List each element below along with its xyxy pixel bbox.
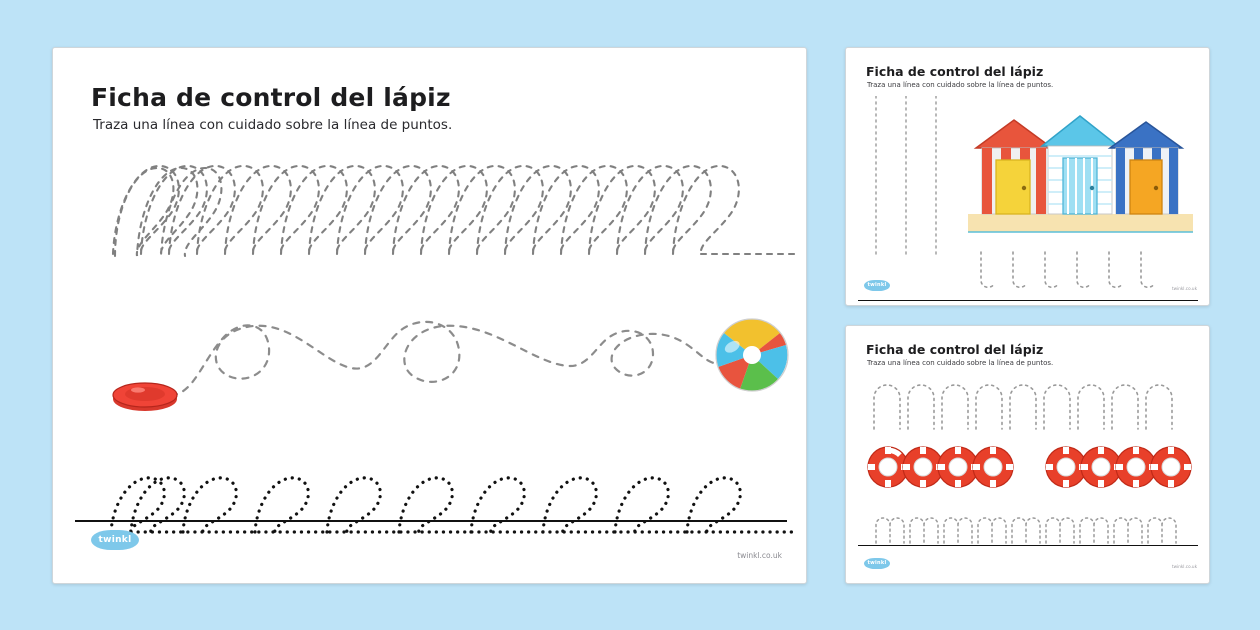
- worksheet-main[interactable]: [52, 47, 807, 584]
- beach-ball-icon: [716, 319, 788, 391]
- loop-row-dashed: [95, 148, 795, 258]
- life-ring-row-left: [866, 444, 1016, 490]
- hut-blue: [1110, 122, 1182, 214]
- writing-baseline: [75, 520, 787, 522]
- hut-red: [976, 120, 1052, 214]
- twinkl-logo-thumb1[interactable]: twinkl: [864, 280, 890, 291]
- thumb2-title: Ficha de control del lápiz: [866, 342, 1044, 357]
- twinkl-url: twinkl.co.uk: [737, 551, 782, 560]
- hook-letters-row: [971, 250, 1186, 295]
- m-letters-row: [868, 511, 1193, 553]
- thumb2-baseline: [858, 545, 1198, 546]
- thumb2-subtitle: Traza una línea con cuidado sobre la línea de puntos.: [867, 359, 1054, 367]
- twinkl-logo[interactable]: twinkl: [91, 530, 139, 550]
- beach-huts-illustration: [968, 96, 1193, 246]
- worksheet-thumb-life-rings[interactable]: [845, 325, 1210, 584]
- twinkl-url-thumb1: twinkl.co.uk: [1171, 286, 1197, 291]
- thumb1-baseline: [858, 300, 1198, 301]
- twinkl-url-thumb2: twinkl.co.uk: [1171, 564, 1197, 569]
- thumb1-title: Ficha de control del lápiz: [866, 64, 1044, 79]
- wave-loop-row: [83, 300, 803, 425]
- hut-cyan: [1042, 116, 1118, 214]
- life-ring-row-right: [1044, 444, 1194, 490]
- page-title: Ficha de control del lápiz: [91, 83, 451, 112]
- flying-disc-icon: [113, 383, 177, 411]
- page-subtitle: Traza una línea con cuidado sobre la línea de puntos.: [93, 117, 453, 133]
- worksheet-thumb-beach-huts[interactable]: [845, 47, 1210, 306]
- vertical-lines-row: [864, 96, 974, 261]
- arch-row: [868, 374, 1193, 434]
- twinkl-logo-thumb2[interactable]: twinkl: [864, 558, 890, 569]
- loop-row-dotted: [95, 468, 795, 540]
- thumb1-subtitle: Traza una línea con cuidado sobre la línea de puntos.: [867, 81, 1054, 89]
